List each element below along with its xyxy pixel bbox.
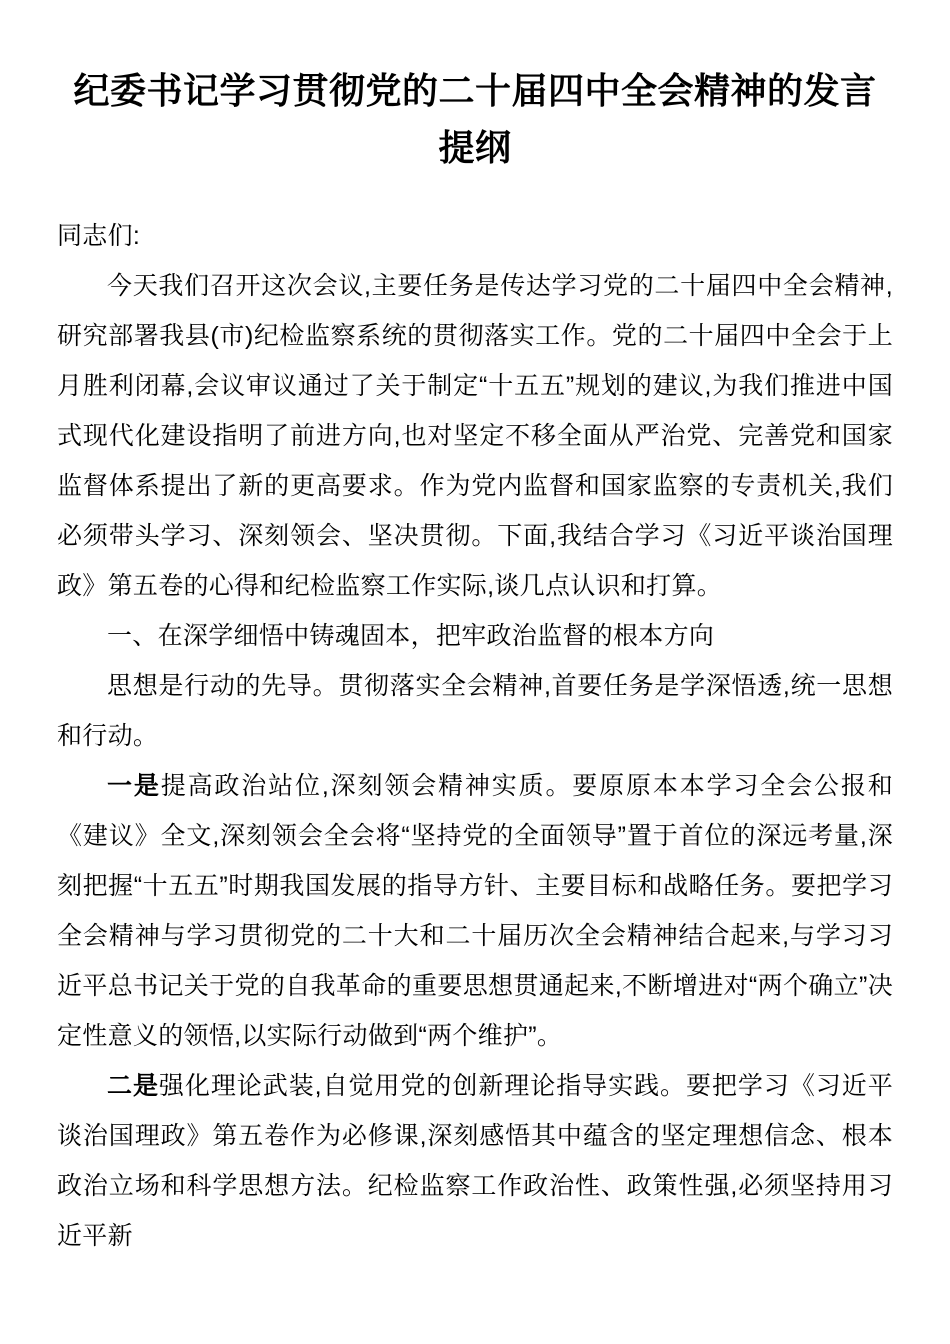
section-heading-1 <box>57 611 893 661</box>
paragraph-point-2 <box>57 1061 893 1261</box>
salutation: 同志们: <box>57 222 141 250</box>
section-heading-text: 一、在深学细悟中铸魂固本，把牢政治监督的根本方向 <box>107 622 715 650</box>
paragraph-text: 强化理论武装,自觉用党的创新理论指导实践。要把学习《习近平谈治国理政》第五卷作为必修课,深刻感悟其中蕴含的坚定理想信念、根本政治立场和科学思想方法。纪检监察工作政治性、政策性强,必须坚持用习近平新 <box>57 1072 893 1250</box>
paragraph-text: 提高政治站位,深刻领会精神实质。要原原本本学习全会公报和《建议》全文,深刻领会全会将“坚持党的全面领导”置于首位的深远考量,深刻把握“十五五”时期我国发展的指导方针、主要目标和战略任务。要把学习全会精神与学习贯彻党的二十大和二十届历次全会精神结合起来,与学习习近平总书记关于党的自我革命的重要思想贯通起来,不断增进对“两个确立”决定性意义的领悟,以实际行动做到“两个维护”。 <box>57 772 893 1050</box>
paragraph-lead: 一是 <box>107 772 161 800</box>
paragraph-lead: 二是 <box>107 1072 159 1100</box>
document-title: 纪委书记学习贯彻党的二十届四中全会精神的发言提纲 <box>73 70 877 168</box>
paragraph-point-1 <box>57 761 893 1061</box>
paragraph-text: 今天我们召开这次会议,主要任务是传达学习党的二十届四中全会精神,研究部署我县(市)纪检监察系统的贯彻落实工作。党的二十届四中全会于上月胜利闭幕,会议审议通过了关于制定“十五五”规划的建议,为我们推进中国式现代化建设指明了前进方向,也对坚定不移全面从严治党、完善党和国家监督体系提出了新的更高要求。作为党内监督和国家监察的专责机关,我们必须带头学习、深刻领会、坚决贯彻。下面,我结合学习《习近平谈治国理政》第五卷的心得和纪检监察工作实际,谈几点认识和打算。 <box>57 272 893 600</box>
document-body <box>57 211 893 1261</box>
paragraph-intro <box>57 261 893 611</box>
paragraph-thought <box>57 661 893 761</box>
paragraph-text: 思想是行动的先导。贯彻落实全会精神,首要任务是学深悟透,统一思想和行动。 <box>57 672 893 750</box>
